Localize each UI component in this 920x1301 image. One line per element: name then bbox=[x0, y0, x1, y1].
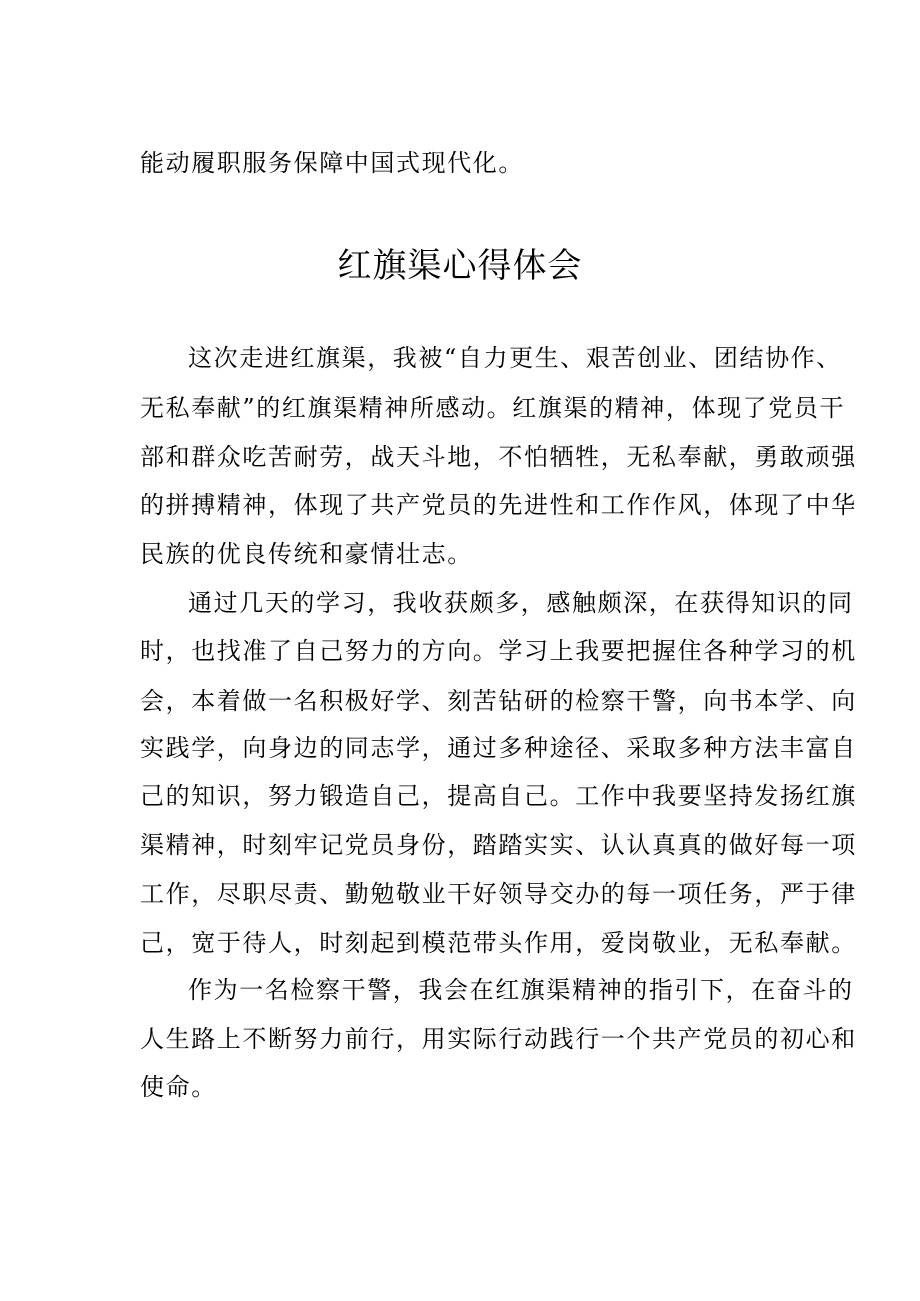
carryover-line: 能动履职服务保障中国式现代化。 bbox=[140, 149, 524, 177]
paragraph-line: 无私奉献”的红旗渠精神所感动。红旗渠的精神，体现了党员干 bbox=[140, 394, 846, 422]
paragraph-line: 时，也找准了自己努力的方向。学习上我要把握住各种学习的机 bbox=[140, 637, 857, 665]
paragraph-line: 实践学，向身边的同志学，通过多种途径、采取多种方法丰富自 bbox=[140, 734, 857, 762]
paragraph-line: 这次走进红旗渠，我被“自力更生、艰苦创业、团结协作、 bbox=[188, 344, 842, 372]
paragraph-line: 渠精神，时刻牢记党员身份，踏踏实实、认认真真的做好每一项 bbox=[140, 831, 857, 859]
paragraph-line: 人生路上不断努力前行，用实际行动践行一个共产党员的初心和 bbox=[140, 1025, 857, 1053]
paragraph-line: 作为一名检察干警，我会在红旗渠精神的指引下，在奋斗的 bbox=[188, 976, 854, 1004]
paragraph-line: 己的知识，努力锻造自己，提高自己。工作中我要坚持发扬红旗 bbox=[140, 782, 857, 810]
document-title: 红旗渠心得体会 bbox=[337, 246, 583, 286]
paragraph-line: 会，本着做一名积极好学、刻苦钻研的检察干警，向书本学、向 bbox=[140, 687, 857, 715]
paragraph-line: 的拼搏精神，体现了共产党员的先进性和工作作风，体现了中华 bbox=[140, 491, 857, 519]
paragraph-line: 己，宽于待人，时刻起到模范带头作用，爱岗敬业，无私奉献。 bbox=[140, 929, 857, 957]
paragraph-line: 通过几天的学习，我收获颇多，感触颇深，在获得知识的同 bbox=[188, 589, 854, 617]
paragraph-line: 民族的优良传统和豪情壮志。 bbox=[140, 540, 473, 568]
paragraph-line: 工作，尽职尽责、勤勉敬业干好领导交办的每一项任务，严于律 bbox=[140, 880, 857, 908]
paragraph-line: 使命。 bbox=[140, 1073, 217, 1101]
paragraph-line: 部和群众吃苦耐劳，战天斗地，不怕牺牲，无私奉献，勇敢顽强 bbox=[140, 443, 857, 471]
